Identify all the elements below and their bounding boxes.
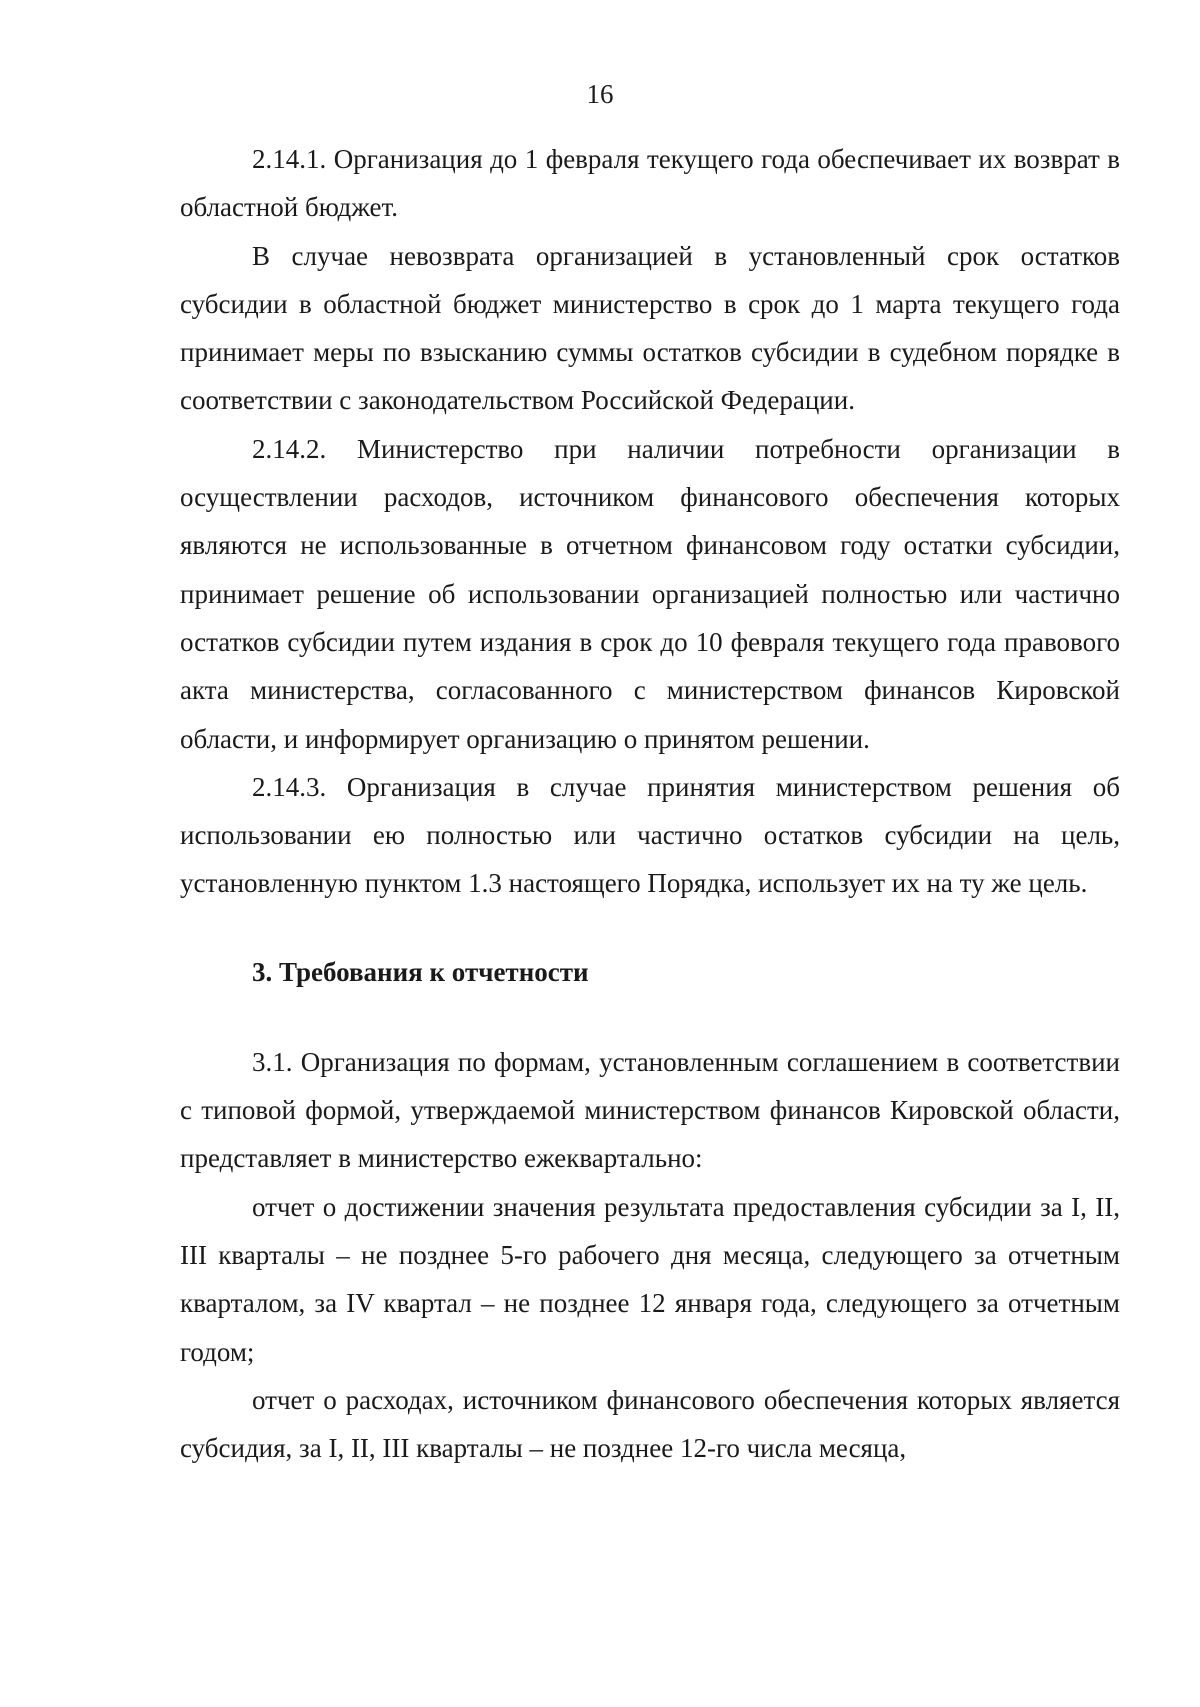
paragraph-2-14-3: 2.14.3. Организация в случае принятия министерством решения об использовании ею полностью или частично остатков субсидии на цель, установленную пунктом 1.3 настоящего Порядка, использует их на ту же цель. (180, 771, 1120, 899)
paragraph-2-14-1: 2.14.1. Организация до 1 февраля текущего года обеспечивает их возврат в областной бюджет. (180, 144, 1120, 223)
document-body (180, 135, 1120, 1472)
page-number: 16 (586, 79, 614, 109)
section-heading: 3. Требования к отчетности (252, 956, 589, 987)
paragraph-3-1: 3.1. Организация по формам, установленным соглашением в соответствии с типовой формой, утверждаемой министерством финансов Кировской области, представляет в министерство ежеквартально: (180, 1046, 1120, 1174)
paragraph-report-result: отчет о достижении значения результата предоставления субсидии за I, II, III кварталы – не позднее 5-го рабочего дня месяца, следующего за отчетным кварталом, за IV квартал – не позднее 12 января года, следующего за отчетным годом; (180, 1191, 1120, 1367)
paragraph-nonreturn: В случае невозврата организацией в установленный срок остатков субсидии в областной бюджет министерство в срок до 1 марта текущего года принимает меры по взысканию суммы остатков субсидии в судебном порядке в соответствии с законодательством Российской Федерации. (180, 240, 1120, 416)
paragraph-2-14-2: 2.14.2. Министерство при наличии потребности организации в осуществлении расходов, источником финансового обеспечения которых являются не использованные в отчетном финансовом году остатки субсидии, принимает решение об использовании организацией полностью или частично остатков субсидии путем издания в срок до 10 февраля текущего года правового акта министерства, согласованного с министерством финансов Кировской области, и информирует организацию о принятом решении. (180, 433, 1120, 754)
paragraph-report-expenses: отчет о расходах, источником финансового обеспечения которых является субсидия, за I, II, III кварталы – не позднее 12-го числа месяца, (180, 1384, 1120, 1464)
